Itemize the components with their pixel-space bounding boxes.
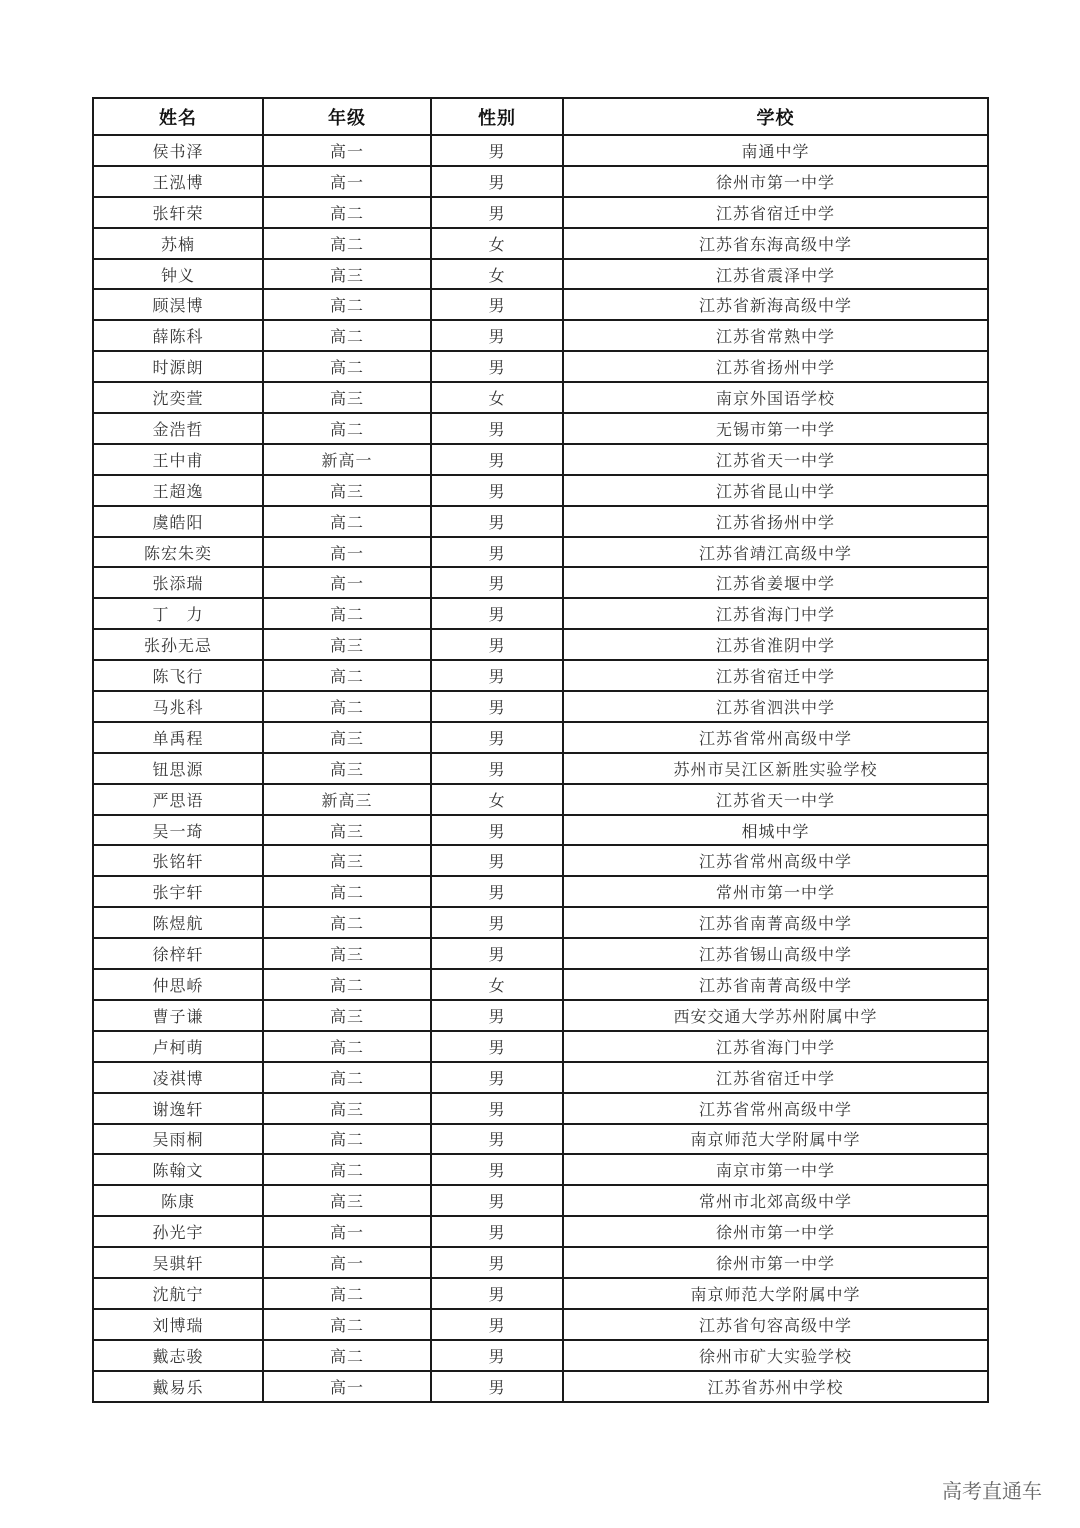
- cell-grade: 高一: [263, 1247, 431, 1278]
- cell-name: 严思语: [93, 784, 263, 815]
- table-row: [93, 1216, 988, 1247]
- cell-school: 徐州市矿大实验学校: [563, 1340, 988, 1371]
- table-row: [93, 382, 988, 413]
- table-row: [93, 969, 988, 1000]
- cell-gender: 男: [431, 1278, 563, 1309]
- cell-grade: 高一: [263, 567, 431, 598]
- cell-school: 江苏省锡山高级中学: [563, 938, 988, 969]
- cell-gender: 男: [431, 537, 563, 568]
- cell-name: 张添瑞: [93, 567, 263, 598]
- table-row: [93, 475, 988, 506]
- cell-grade: 高二: [263, 1062, 431, 1093]
- cell-gender: 女: [431, 969, 563, 1000]
- cell-gender: 女: [431, 382, 563, 413]
- table-row: [93, 722, 988, 753]
- cell-school: 江苏省东海高级中学: [563, 228, 988, 259]
- cell-gender: 女: [431, 228, 563, 259]
- cell-school: 江苏省宿迁中学: [563, 660, 988, 691]
- table-row: [93, 135, 988, 166]
- table-row: [93, 907, 988, 938]
- cell-school: 江苏省苏州中学校: [563, 1371, 988, 1402]
- cell-grade: 高二: [263, 320, 431, 351]
- cell-name: 凌祺博: [93, 1062, 263, 1093]
- cell-grade: 高一: [263, 166, 431, 197]
- cell-school: 南京外国语学校: [563, 382, 988, 413]
- cell-name: 虞皓阳: [93, 506, 263, 537]
- table-row: [93, 228, 988, 259]
- table-row: [93, 567, 988, 598]
- cell-school: 常州市第一中学: [563, 876, 988, 907]
- cell-school: 江苏省扬州中学: [563, 351, 988, 382]
- cell-gender: 男: [431, 845, 563, 876]
- cell-name: 金浩哲: [93, 413, 263, 444]
- cell-school: 江苏省泗洪中学: [563, 691, 988, 722]
- cell-gender: 男: [431, 1062, 563, 1093]
- cell-gender: 男: [431, 876, 563, 907]
- cell-grade: 高一: [263, 135, 431, 166]
- cell-grade: 高二: [263, 876, 431, 907]
- cell-name: 侯书泽: [93, 135, 263, 166]
- cell-name: 王中甫: [93, 444, 263, 475]
- cell-name: 吴一琦: [93, 815, 263, 846]
- cell-school: 江苏省常州高级中学: [563, 845, 988, 876]
- cell-school: 江苏省新海高级中学: [563, 289, 988, 320]
- cell-gender: 男: [431, 629, 563, 660]
- cell-grade: 高二: [263, 197, 431, 228]
- cell-grade: 高二: [263, 969, 431, 1000]
- cell-gender: 男: [431, 938, 563, 969]
- cell-name: 王泓博: [93, 166, 263, 197]
- cell-school: 江苏省宿迁中学: [563, 1062, 988, 1093]
- table-row: [93, 351, 988, 382]
- table-row: [93, 753, 988, 784]
- table-row: [93, 876, 988, 907]
- table-row: [93, 1371, 988, 1402]
- table-row: [93, 1154, 988, 1185]
- cell-grade: 高一: [263, 1371, 431, 1402]
- cell-name: 陈康: [93, 1185, 263, 1216]
- cell-gender: 男: [431, 567, 563, 598]
- table-row: [93, 815, 988, 846]
- cell-grade: 高二: [263, 1124, 431, 1155]
- table-header-row: [93, 98, 988, 135]
- cell-grade: 高二: [263, 691, 431, 722]
- cell-school: 江苏省淮阴中学: [563, 629, 988, 660]
- cell-name: 孙光宇: [93, 1216, 263, 1247]
- cell-gender: 男: [431, 1216, 563, 1247]
- table-row: [93, 320, 988, 351]
- cell-grade: 高三: [263, 1000, 431, 1031]
- table-row: [93, 1000, 988, 1031]
- cell-school: 江苏省宿迁中学: [563, 197, 988, 228]
- cell-name: 张宇轩: [93, 876, 263, 907]
- table-row: [93, 1031, 988, 1062]
- header-grade: 年级: [263, 98, 431, 135]
- cell-gender: 男: [431, 1031, 563, 1062]
- cell-grade: 高二: [263, 1031, 431, 1062]
- cell-school: 无锡市第一中学: [563, 413, 988, 444]
- cell-school: 江苏省海门中学: [563, 1031, 988, 1062]
- cell-gender: 男: [431, 166, 563, 197]
- table-row: [93, 197, 988, 228]
- cell-gender: 男: [431, 1124, 563, 1155]
- cell-gender: 男: [431, 1247, 563, 1278]
- cell-gender: 男: [431, 413, 563, 444]
- table-row: [93, 598, 988, 629]
- cell-grade: 高三: [263, 1185, 431, 1216]
- cell-school: 江苏省昆山中学: [563, 475, 988, 506]
- cell-grade: 高三: [263, 938, 431, 969]
- cell-school: 江苏省常州高级中学: [563, 1093, 988, 1124]
- table-row: [93, 784, 988, 815]
- table-row: [93, 1093, 988, 1124]
- table-row: [93, 259, 988, 290]
- cell-school: 江苏省句容高级中学: [563, 1309, 988, 1340]
- cell-gender: 女: [431, 259, 563, 290]
- table-row: [93, 1247, 988, 1278]
- table-row: [93, 1185, 988, 1216]
- cell-name: 吴雨桐: [93, 1124, 263, 1155]
- cell-school: 常州市北郊高级中学: [563, 1185, 988, 1216]
- cell-school: 徐州市第一中学: [563, 166, 988, 197]
- cell-name: 陈煜航: [93, 907, 263, 938]
- watermark-text: 高考直通车: [942, 1479, 1042, 1503]
- cell-name: 刘博瑞: [93, 1309, 263, 1340]
- table-row: [93, 506, 988, 537]
- table-row: [93, 845, 988, 876]
- table-row: [93, 1340, 988, 1371]
- cell-name: 陈宏朱奕: [93, 537, 263, 568]
- cell-gender: 男: [431, 691, 563, 722]
- table-row: [93, 166, 988, 197]
- cell-school: 徐州市第一中学: [563, 1247, 988, 1278]
- cell-name: 谢逸轩: [93, 1093, 263, 1124]
- table-row: [93, 660, 988, 691]
- cell-grade: 高二: [263, 598, 431, 629]
- cell-gender: 男: [431, 289, 563, 320]
- cell-gender: 男: [431, 753, 563, 784]
- cell-name: 沈奕萱: [93, 382, 263, 413]
- cell-gender: 男: [431, 1000, 563, 1031]
- header-gender: 性别: [431, 98, 563, 135]
- cell-name: 丁 力: [93, 598, 263, 629]
- cell-school: 南京师范大学附属中学: [563, 1124, 988, 1155]
- cell-grade: 高三: [263, 815, 431, 846]
- cell-grade: 高二: [263, 1154, 431, 1185]
- cell-school: 苏州市吴江区新胜实验学校: [563, 753, 988, 784]
- cell-grade: 高三: [263, 629, 431, 660]
- cell-name: 吴骐轩: [93, 1247, 263, 1278]
- cell-school: 江苏省南菁高级中学: [563, 907, 988, 938]
- table-row: [93, 1124, 988, 1155]
- cell-gender: 男: [431, 135, 563, 166]
- cell-name: 顾淏博: [93, 289, 263, 320]
- table-row: [93, 1309, 988, 1340]
- cell-name: 戴志骏: [93, 1340, 263, 1371]
- cell-school: 江苏省海门中学: [563, 598, 988, 629]
- table-row: [93, 1278, 988, 1309]
- cell-gender: 男: [431, 351, 563, 382]
- table-row: [93, 691, 988, 722]
- cell-grade: 高二: [263, 660, 431, 691]
- cell-gender: 男: [431, 1154, 563, 1185]
- cell-school: 南京师范大学附属中学: [563, 1278, 988, 1309]
- cell-school: 南通中学: [563, 135, 988, 166]
- table-row: [93, 1062, 988, 1093]
- cell-school: 西安交通大学苏州附属中学: [563, 1000, 988, 1031]
- cell-school: 江苏省常熟中学: [563, 320, 988, 351]
- cell-school: 江苏省南菁高级中学: [563, 969, 988, 1000]
- cell-grade: 高一: [263, 1216, 431, 1247]
- cell-gender: 男: [431, 1309, 563, 1340]
- cell-grade: 高三: [263, 722, 431, 753]
- table-body: [93, 135, 988, 1402]
- table-row: [93, 444, 988, 475]
- cell-name: 单禹程: [93, 722, 263, 753]
- cell-school: 江苏省震泽中学: [563, 259, 988, 290]
- cell-name: 曹子谦: [93, 1000, 263, 1031]
- cell-name: 王超逸: [93, 475, 263, 506]
- cell-school: 江苏省天一中学: [563, 784, 988, 815]
- cell-gender: 男: [431, 598, 563, 629]
- cell-grade: 高三: [263, 845, 431, 876]
- table-row: [93, 289, 988, 320]
- cell-gender: 男: [431, 815, 563, 846]
- cell-gender: 女: [431, 784, 563, 815]
- cell-gender: 男: [431, 475, 563, 506]
- cell-name: 徐梓轩: [93, 938, 263, 969]
- cell-grade: 高二: [263, 413, 431, 444]
- student-list-table: [92, 97, 989, 1403]
- table-row: [93, 938, 988, 969]
- cell-gender: 男: [431, 907, 563, 938]
- cell-school: 江苏省姜堰中学: [563, 567, 988, 598]
- cell-grade: 高二: [263, 351, 431, 382]
- cell-grade: 高一: [263, 537, 431, 568]
- cell-gender: 男: [431, 320, 563, 351]
- cell-grade: 高二: [263, 506, 431, 537]
- cell-gender: 男: [431, 660, 563, 691]
- cell-grade: 新高三: [263, 784, 431, 815]
- cell-name: 张孙无忌: [93, 629, 263, 660]
- cell-name: 钮思源: [93, 753, 263, 784]
- cell-gender: 男: [431, 1185, 563, 1216]
- cell-gender: 男: [431, 444, 563, 475]
- cell-gender: 男: [431, 197, 563, 228]
- header-school: 学校: [563, 98, 988, 135]
- cell-school: 江苏省常州高级中学: [563, 722, 988, 753]
- cell-name: 时源朗: [93, 351, 263, 382]
- cell-name: 戴易乐: [93, 1371, 263, 1402]
- cell-gender: 男: [431, 1340, 563, 1371]
- cell-name: 马兆科: [93, 691, 263, 722]
- cell-school: 南京市第一中学: [563, 1154, 988, 1185]
- table-row: [93, 629, 988, 660]
- cell-grade: 新高一: [263, 444, 431, 475]
- cell-grade: 高三: [263, 259, 431, 290]
- cell-grade: 高三: [263, 753, 431, 784]
- table-row: [93, 537, 988, 568]
- cell-grade: 高二: [263, 1278, 431, 1309]
- cell-name: 苏楠: [93, 228, 263, 259]
- cell-name: 沈航宁: [93, 1278, 263, 1309]
- cell-name: 张铭轩: [93, 845, 263, 876]
- cell-name: 卢柯萌: [93, 1031, 263, 1062]
- cell-gender: 男: [431, 722, 563, 753]
- cell-gender: 男: [431, 1371, 563, 1402]
- table-row: [93, 413, 988, 444]
- cell-grade: 高二: [263, 907, 431, 938]
- cell-name: 薛陈科: [93, 320, 263, 351]
- cell-name: 仲思峤: [93, 969, 263, 1000]
- cell-grade: 高二: [263, 289, 431, 320]
- cell-school: 相城中学: [563, 815, 988, 846]
- cell-gender: 男: [431, 506, 563, 537]
- cell-name: 张轩荣: [93, 197, 263, 228]
- cell-grade: 高三: [263, 382, 431, 413]
- cell-name: 陈翰文: [93, 1154, 263, 1185]
- cell-name: 钟义: [93, 259, 263, 290]
- cell-school: 江苏省扬州中学: [563, 506, 988, 537]
- cell-grade: 高三: [263, 475, 431, 506]
- cell-school: 江苏省天一中学: [563, 444, 988, 475]
- cell-grade: 高二: [263, 1309, 431, 1340]
- cell-grade: 高二: [263, 228, 431, 259]
- cell-name: 陈飞行: [93, 660, 263, 691]
- cell-gender: 男: [431, 1093, 563, 1124]
- cell-school: 徐州市第一中学: [563, 1216, 988, 1247]
- cell-school: 江苏省靖江高级中学: [563, 537, 988, 568]
- cell-grade: 高三: [263, 1093, 431, 1124]
- header-name: 姓名: [93, 98, 263, 135]
- cell-grade: 高二: [263, 1340, 431, 1371]
